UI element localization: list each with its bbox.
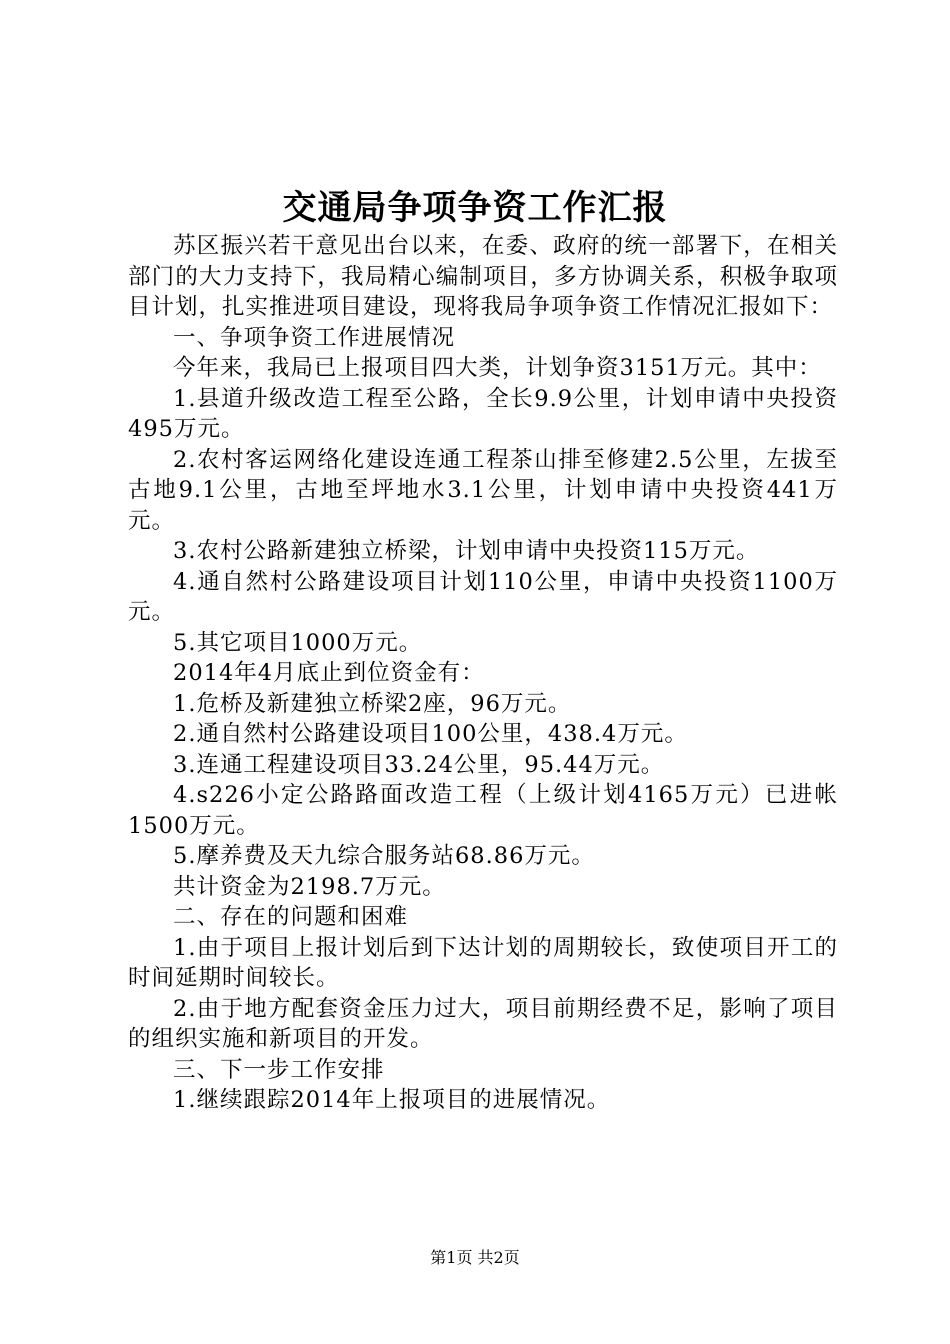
section-heading-3: 三、下一步工作安排 <box>173 1056 385 1083</box>
list-item: 5.摩养费及天九综合服务站68.86万元。 <box>173 843 595 869</box>
paragraph: 2014年4月底止到位资金有： <box>173 660 485 686</box>
list-item: 1.危桥及新建独立桥梁2座，96万元。 <box>173 690 572 717</box>
list-item: 5.其它项目1000万元。 <box>173 629 423 656</box>
section-heading-2: 二、存在的问题和困难 <box>173 904 409 930</box>
paragraph: 今年来，我局已上报项目四大类，计划争资3151万元。其中： <box>173 355 822 381</box>
document-title: 交通局争项争资工作汇报 <box>282 188 668 228</box>
list-item: 2.农村客运网络化建设连通工程茶山排至修建2.5公里，左拔至古地9.1公里，古地至坪地水3.1公里，计划申请中央投资441万元。 <box>128 446 838 534</box>
list-item: 4.通自然村公路建设项目计划110公里，申请中央投资1100万元。 <box>128 568 838 625</box>
page-footer: 第1页 共2页 <box>430 1248 520 1267</box>
list-item: 3.农村公路新建独立桥梁，计划申请中央投资115万元。 <box>173 538 760 564</box>
list-item: 3.连通工程建设项目33.24公里，95.44万元。 <box>173 751 665 778</box>
paragraph: 共计资金为2198.7万元。 <box>173 873 446 900</box>
list-item: 2.通自然村公路建设项目100公里，438.4万元。 <box>173 721 688 747</box>
list-item: 1.继续跟踪2014年上报项目的进展情况。 <box>173 1087 611 1113</box>
paragraph-intro: 苏区振兴若干意见出台以来，在委、政府的统一部署下，在相关部门的大力支持下，我局精心编制项目，多方协调关系，积极争取项目计划，扎实推进项目建设，现将我局争项争资工作情况汇报如下： <box>128 233 838 320</box>
document-body <box>128 231 838 1116</box>
list-item: 2.由于地方配套资金压力过大，项目前期经费不足，影响了项目的组织实施和新项目的开发。 <box>128 995 838 1052</box>
list-item: 1.由于项目上报计划后到下达计划的周期较长，致使项目开工的时间延期时间较长。 <box>128 934 838 991</box>
list-item: 1.县道升级改造工程至公路，全长9.9公里，计划申请中央投资495万元。 <box>128 385 838 442</box>
list-item: 4.s226小定公路路面改造工程（上级计划4165万元）已进帐1500万元。 <box>128 782 838 839</box>
section-heading-1: 一、争项争资工作进展情况 <box>173 324 456 351</box>
